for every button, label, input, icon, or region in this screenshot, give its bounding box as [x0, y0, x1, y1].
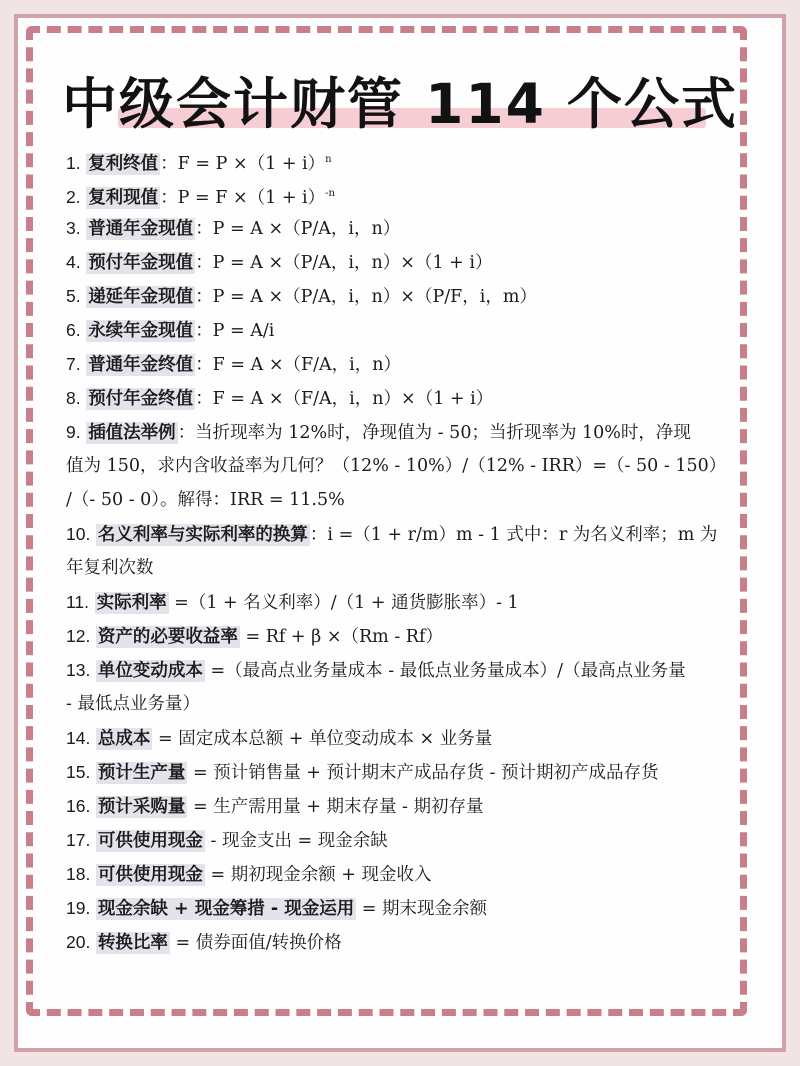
- formula-expression: ：P = A ×（P/A，i，n）×（1 + i）: [195, 253, 493, 273]
- formula-expression: =（1 + 名义利率）/（1 + 通货膨胀率）- 1: [168, 593, 519, 613]
- formula-continuation: 值为 150，求内含收益率为几何？（12% - 10%）/（12% - IRR）=（- 50 - 150）: [66, 456, 727, 476]
- formula-number: 17.: [66, 830, 91, 850]
- formula-number: 8.: [66, 388, 81, 408]
- formula-term: 预付年金现值: [88, 253, 194, 273]
- formula-continuation: - 最低点业务量）: [66, 694, 200, 714]
- formula-term: 名义利率与实际利率的换算: [97, 525, 308, 545]
- formula-number: 10.: [66, 524, 91, 544]
- formula-item: [66, 313, 734, 347]
- formula-item: [66, 721, 734, 755]
- formula-item: [66, 211, 734, 245]
- formula-term: 现金余缺 + 现金筹措 - 现金运用: [97, 899, 355, 919]
- formula-number: 19.: [66, 898, 91, 918]
- formula-continuation: 年复利次数: [66, 558, 154, 578]
- formula-item: [66, 585, 734, 619]
- formula-number: 3.: [66, 218, 81, 238]
- formula-term: 递延年金现值: [88, 287, 194, 307]
- formula-number: 9.: [66, 422, 81, 442]
- formula-term: 资产的必要收益率: [97, 627, 238, 647]
- formula-item: [66, 925, 734, 959]
- formula-term: 转换比率: [97, 933, 168, 953]
- formula-number: 6.: [66, 320, 81, 340]
- formula-expression: - 现金支出 = 现金余缺: [204, 831, 388, 851]
- formula-item: [66, 381, 734, 415]
- formula-expression: ：P = A ×（P/A，i，n）×（P/F，i，m）: [195, 287, 537, 307]
- formula-expression: ：P = A ×（P/A，i，n）: [195, 219, 401, 239]
- formula-expression: = 期末现金余额: [356, 899, 487, 919]
- formula-expression: ：F = P ×（1 + i）: [160, 154, 326, 174]
- formula-term: 预付年金终值: [88, 389, 194, 409]
- formula-expression: = 期初现金余额 + 现金收入: [204, 865, 432, 885]
- formula-number: 1.: [66, 153, 81, 173]
- formula-expression: = 预计销售量 + 预计期末产成品存货 - 预计期初产成品存货: [187, 763, 659, 783]
- formula-expression: ：F = A ×（F/A，i，n）×（1 + i）: [195, 389, 494, 409]
- formula-item: [66, 347, 734, 381]
- formula-exponent: -n: [325, 188, 335, 199]
- formula-number: 11.: [66, 592, 90, 612]
- formula-item: [66, 279, 734, 313]
- formula-term: 实际利率: [96, 593, 167, 613]
- formula-continuation: /（- 50 - 0）。解得：IRR = 11.5%: [66, 490, 345, 510]
- formula-term: 可供使用现金: [97, 865, 203, 885]
- formula-number: 4.: [66, 252, 81, 272]
- title-container: [0, 54, 800, 144]
- formula-expression: = 债券面值/转换价格: [169, 933, 342, 953]
- formula-expression: ：当折现率为 12%时，净现值为 - 50；当折现率为 10%时，净现: [177, 423, 691, 443]
- formula-term: 永续年金现值: [88, 321, 194, 341]
- formula-expression: = 生产需用量 + 期末存量 - 期初存量: [187, 797, 484, 817]
- formula-number: 7.: [66, 354, 81, 374]
- formula-number: 5.: [66, 286, 81, 306]
- formula-number: 20.: [66, 932, 91, 952]
- page-title: 中级会计财管 114 个公式: [61, 71, 739, 136]
- formula-item: [66, 517, 734, 551]
- formula-term: 可供使用现金: [97, 831, 203, 851]
- formula-term: 插值法举例: [88, 423, 176, 443]
- formula-item: [66, 823, 734, 857]
- formula-expression: ：F = A ×（F/A，i，n）: [195, 355, 402, 375]
- formula-item: [66, 857, 734, 891]
- formula-term: 单位变动成本: [97, 661, 203, 681]
- formula-term: 复利现值: [88, 188, 159, 208]
- formula-item: [66, 653, 734, 687]
- formula-expression: =（最高点业务量成本 - 最低点业务量成本）/（最高点业务量: [204, 661, 686, 681]
- formula-term: 总成本: [97, 729, 151, 749]
- formula-term: 普通年金现值: [88, 219, 194, 239]
- formula-list: [66, 143, 734, 959]
- formula-item: [66, 891, 734, 925]
- formula-item: [66, 245, 734, 279]
- formula-expression: ：P = F ×（1 + i）: [160, 188, 326, 208]
- formula-exponent: n: [325, 154, 332, 165]
- formula-term: 预计采购量: [97, 797, 186, 817]
- formula-item: [66, 789, 734, 823]
- formula-number: 15.: [66, 762, 91, 782]
- formula-item: [66, 177, 734, 211]
- formula-expression: ：i =（1 + r/m）m - 1 式中：r 为名义利率；m 为: [309, 525, 718, 545]
- formula-expression: = Rf + β ×（Rm - Rf）: [239, 627, 443, 647]
- formula-term: 普通年金终值: [88, 355, 194, 375]
- formula-term: 预计生产量: [97, 763, 186, 783]
- formula-expression: = 固定成本总额 + 单位变动成本 × 业务量: [152, 729, 493, 749]
- formula-number: 13.: [66, 660, 91, 680]
- formula-number: 16.: [66, 796, 91, 816]
- formula-item: [66, 619, 734, 653]
- formula-item: [66, 415, 734, 449]
- formula-term: 复利终值: [88, 154, 159, 174]
- formula-number: 14.: [66, 728, 91, 748]
- formula-number: 2.: [66, 187, 81, 207]
- formula-item: [66, 143, 734, 177]
- formula-number: 12.: [66, 626, 91, 646]
- formula-expression: ：P = A/i: [195, 321, 275, 341]
- formula-item: [66, 755, 734, 789]
- formula-number: 18.: [66, 864, 91, 884]
